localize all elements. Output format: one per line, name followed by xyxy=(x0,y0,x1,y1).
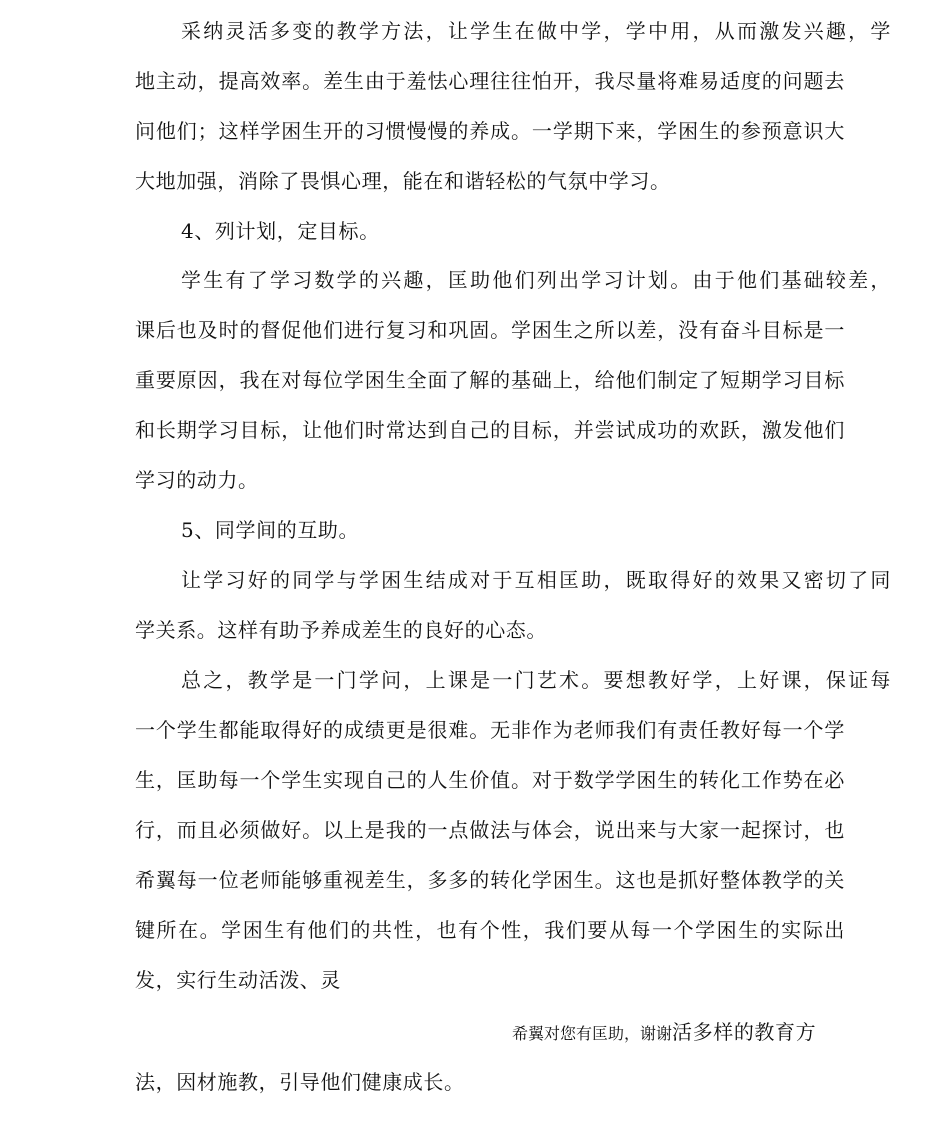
paragraph-line: 大地加强，消除了畏惧心理，能在和谐轻松的气氛中学习。 xyxy=(135,169,671,193)
footer-note xyxy=(512,1017,816,1047)
paragraph-line: 课后也及时的督促他们进行复习和巩固。学困生之所以差，没有奋斗目标是一 xyxy=(135,318,845,342)
paragraph-line: 和长期学习目标，让他们时常达到自己的目标，并尝试成功的欢跃，激发他们 xyxy=(135,418,845,442)
paragraph-line: 问他们；这样学困生开的习惯慢慢的养成。一学期下来，学困生的参预意识大 xyxy=(135,119,845,143)
paragraph-line: 学生有了学习数学的兴趣，匡助他们列出学习计划。由于他们基础较差， xyxy=(181,268,891,292)
paragraph-line: 采纳灵活多变的教学方法，让学生在做中学，学中用，从而激发兴趣，学 xyxy=(181,19,891,43)
paragraph-line: 键所在。学困生有他们的共性，也有个性，我们要从每一个学困生的实际出 xyxy=(135,918,845,942)
section-heading: 4、列计划，定目标。 xyxy=(181,219,380,243)
paragraph-line: 希翼每一位老师能够重视差生，多多的转化学困生。这也是抓好整体教学的关 xyxy=(135,868,845,892)
section-heading: 5、同学间的互助。 xyxy=(181,518,360,542)
paragraph-line: 让学习好的同学与学困生结成对于互相匡助，既取得好的效果又密切了同 xyxy=(181,568,891,592)
paragraph-line: 行，而且必须做好。以上是我的一点做法与体会，说出来与大家一起探讨，也 xyxy=(135,818,845,842)
paragraph-line: 重要原因，我在对每位学困生全面了解的基础上，给他们制定了短期学习目标 xyxy=(135,368,845,392)
paragraph-line: 发，实行生动活泼、灵 xyxy=(135,968,341,992)
paragraph-line: 学关系。这样有助予养成差生的良好的心态。 xyxy=(135,618,547,642)
paragraph-line: 法，因材施教，引导他们健康成长。 xyxy=(135,1070,465,1094)
paragraph-line: 学习的动力。 xyxy=(135,468,259,492)
footer-note-small: 希翼对您有匡助，谢谢 xyxy=(512,1024,673,1043)
paragraph-line: 生，匡助每一个学生实现自己的人生价值。对于数学学困生的转化工作势在必 xyxy=(135,768,845,792)
footer-note-large: 活多样的教育方 xyxy=(672,1020,817,1044)
paragraph-line: 地主动，提高效率。差生由于羞怯心理往往怕开，我尽量将难易适度的问题去 xyxy=(135,69,845,93)
paragraph-line: 一个学生都能取得好的成绩更是很难。无非作为老师我们有责任教好每一个学 xyxy=(135,718,845,742)
paragraph-line: 总之，教学是一门学问，上课是一门艺术。要想教好学，上好课，保证每 xyxy=(181,668,891,692)
